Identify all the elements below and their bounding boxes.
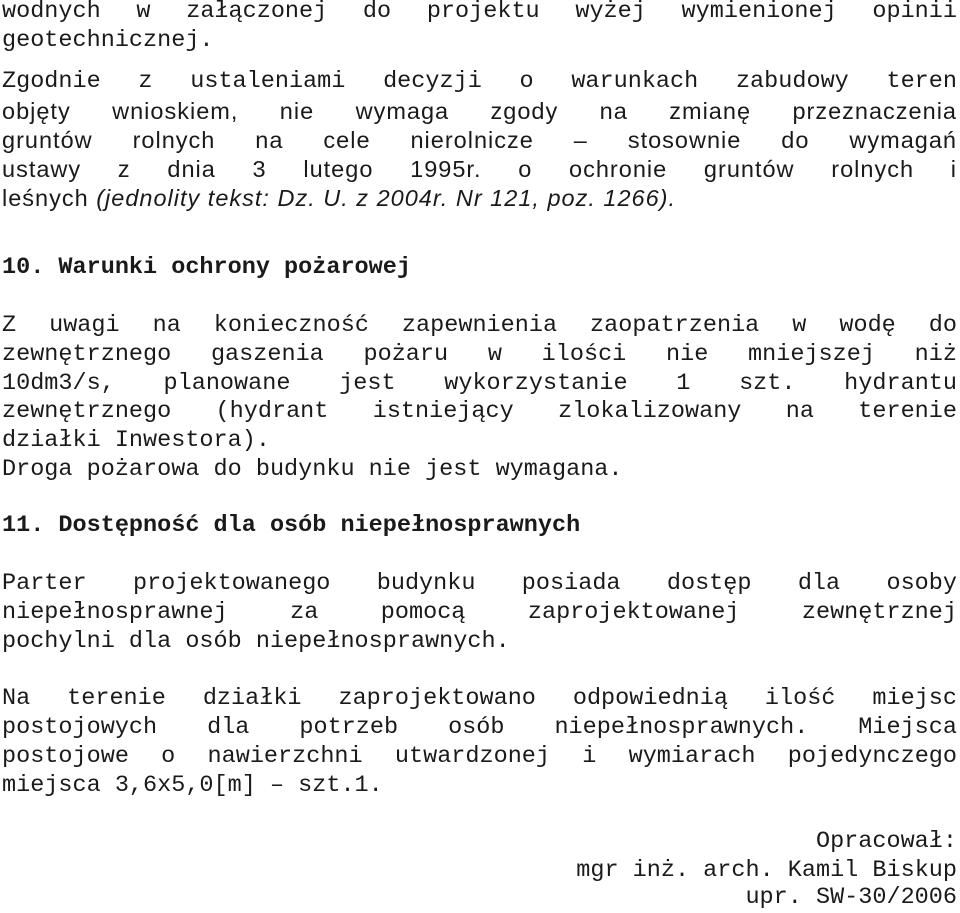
section-10-p1-line-4: zewnętrznego (hydrant istniejący zlokalizowany na terenie: [2, 398, 957, 425]
signature-license: upr. SW-30/2006: [745, 884, 957, 911]
signature-name-text: mgr inż. arch. Kamil Biskup: [576, 857, 957, 884]
paragraph-land-line-3: gruntów rolnych na cele nierolnicze – stosownie do wymagań: [2, 127, 957, 153]
section-10-heading: 10. Warunki ochrony pożarowej: [2, 254, 411, 281]
paragraph-land-line-4: ustawy z dnia 3 lutego 1995r. o ochronie gruntów rolnych i: [2, 156, 957, 182]
section-10-p1-line-1: Z uwagi na konieczność zapewnienia zaopatrzenia w wodę do: [2, 312, 957, 339]
paragraph-prev-line-2: geotechnicznej.: [2, 27, 214, 54]
section-10-p1-line-3: 10dm3/s, planowane jest wykorzystanie 1 szt. hydrantu: [2, 370, 957, 397]
paragraph-prev-line-1: wodnych w załączonej do projektu wyżej wymienionej opinii: [2, 0, 957, 25]
paragraph-land-line-5-plain: leśnych: [2, 185, 97, 211]
section-10-p1-line-2: zewnętrznego gaszenia pożaru w ilości nie mniejszej niż: [2, 341, 957, 368]
section-11-p1-line-2: niepełnosprawnej za pomocą zaprojektowanej zewnętrznej: [2, 599, 957, 626]
section-11-p1-line-1: Parter projektowanego budynku posiada dostęp dla osoby: [2, 570, 957, 597]
section-11-p2-line-3: postojowe o nawierzchni utwardzonej i wymiarach pojedynczego: [2, 743, 957, 770]
paragraph-land-line-1: Zgodnie z ustaleniami decyzji o warunkach zabudowy teren: [2, 68, 957, 95]
section-10-p2: Droga pożarowa do budynku nie jest wymagana.: [2, 456, 623, 483]
section-11-p2-line-4: miejsca 3,6x5,0[m] – szt.1.: [2, 772, 383, 799]
legal-reference: (jednolity tekst: Dz. U. z 2004r. Nr 121, poz. 1266).: [96, 185, 677, 211]
paragraph-land-line-5: [2, 184, 957, 213]
section-10-p1-line-5: działki Inwestora).: [2, 427, 270, 454]
paragraph-land-line-2: objęty wnioskiem, nie wymaga zgody na zmianę przeznaczenia: [2, 98, 957, 124]
signature-label: Opracował:: [815, 828, 957, 855]
section-11-p2-line-2: postojowych dla potrzeb osób niepełnosprawnych. Miejsca: [2, 714, 957, 741]
section-11-p2-line-1: Na terenie działki zaprojektowano odpowiednią ilość miejsc: [2, 685, 957, 712]
section-11-heading: 11. Dostępność dla osób niepełnosprawnych: [2, 512, 581, 539]
section-11-p1-line-3: pochylni dla osób niepełnosprawnych.: [2, 628, 510, 655]
